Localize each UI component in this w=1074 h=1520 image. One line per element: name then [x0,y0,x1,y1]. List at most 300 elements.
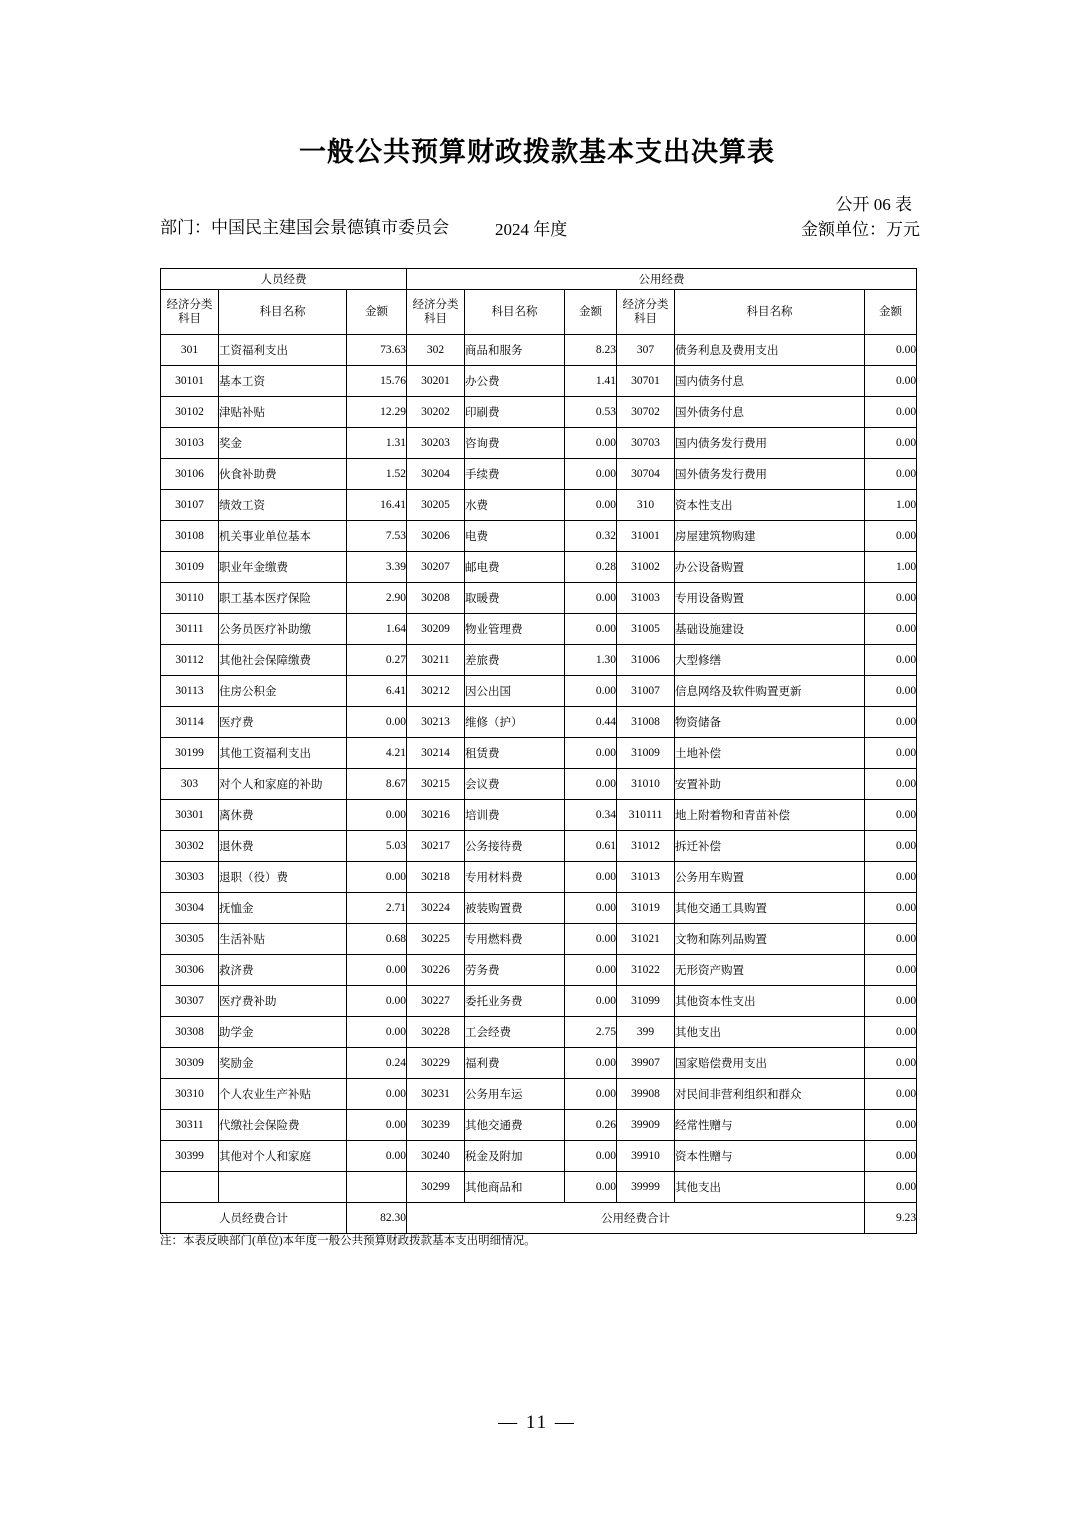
cell-amount-3: 0.00 [865,645,917,676]
cell-amount-3: 0.00 [865,924,917,955]
cell-item-name-2: 租赁费 [465,738,565,769]
cell-item-name-1: 绩效工资 [219,490,347,521]
cell-item-name-1: 职工基本医疗保险 [219,583,347,614]
cell-amount-3: 0.00 [865,738,917,769]
cell-amount-3: 0.00 [865,800,917,831]
table-row [161,1110,917,1141]
page-title: 一般公共预算财政拨款基本支出决算表 [299,137,775,167]
col-header-econ-code-1: 经济分类科目 [161,290,219,335]
cell-econ-code-3: 39908 [617,1079,675,1110]
cell-item-name-1: 奖金 [219,428,347,459]
cell-item-name-3: 资本性支出 [675,490,865,521]
cell-econ-code-3: 31006 [617,645,675,676]
cell-item-name-2: 手续费 [465,459,565,490]
cell-econ-code-2: 30208 [407,583,465,614]
sheet-number: 公开 06 表 [835,195,912,214]
cell-econ-code-3: 31007 [617,676,675,707]
cell-item-name-1: 抚恤金 [219,893,347,924]
cell-item-name-2: 公务用车运 [465,1079,565,1110]
cell-econ-code-3: 31010 [617,769,675,800]
cell-amount-2: 0.00 [565,1172,617,1203]
cell-item-name-1: 其他工资福利支出 [219,738,347,769]
cell-amount-3: 0.00 [865,521,917,552]
cell-amount-1: 0.00 [347,986,407,1017]
page-number: — 11 — [498,1412,576,1433]
cell-item-name-2: 税金及附加 [465,1141,565,1172]
cell-amount-2: 0.00 [565,893,617,924]
cell-amount-1: 6.41 [347,676,407,707]
table-row [161,676,917,707]
cell-econ-code-1: 30309 [161,1048,219,1079]
cell-econ-code-3: 30702 [617,397,675,428]
table-row [161,1141,917,1172]
cell-econ-code-1: 30111 [161,614,219,645]
table-row [161,1048,917,1079]
cell-item-name-2: 被装购置费 [465,893,565,924]
cell-item-name-2: 咨询费 [465,428,565,459]
cell-amount-3: 0.00 [865,397,917,428]
cell-econ-code-2: 30205 [407,490,465,521]
cell-item-name-1: 其他社会保障缴费 [219,645,347,676]
cell-econ-code-3: 31009 [617,738,675,769]
cell-econ-code-3: 310 [617,490,675,521]
cell-amount-2: 0.00 [565,769,617,800]
cell-item-name-2: 水费 [465,490,565,521]
cell-item-name-3: 其他资本性支出 [675,986,865,1017]
col-header-econ-code-2: 经济分类科目 [407,290,465,335]
col-header-item-name-2: 科目名称 [465,290,565,335]
cell-item-name-3: 拆迁补偿 [675,831,865,862]
cell-amount-2: 1.41 [565,366,617,397]
cell-econ-code-3: 31022 [617,955,675,986]
cell-item-name-2: 电费 [465,521,565,552]
cell-econ-code-3: 39907 [617,1048,675,1079]
cell-item-name-1: 其他对个人和家庭 [219,1141,347,1172]
cell-item-name-3: 国内债务发行费用 [675,428,865,459]
cell-econ-code-3: 39909 [617,1110,675,1141]
cell-amount-2: 0.53 [565,397,617,428]
table-row [161,459,917,490]
cell-item-name-1: 工资福利支出 [219,335,347,366]
table-footer-row [161,1203,917,1234]
cell-econ-code-3: 39999 [617,1172,675,1203]
cell-econ-code-3: 30703 [617,428,675,459]
cell-item-name-3: 专用设备购置 [675,583,865,614]
cell-item-name-2: 公务接待费 [465,831,565,862]
cell-econ-code-1: 30102 [161,397,219,428]
public-total-label: 公用经费合计 [407,1203,865,1234]
cell-amount-3: 1.00 [865,490,917,521]
cell-amount-2: 0.00 [565,490,617,521]
table-row [161,583,917,614]
cell-amount-3: 0.00 [865,583,917,614]
cell-item-name-3: 地上附着物和青苗补偿 [675,800,865,831]
cell-item-name-2: 工会经费 [465,1017,565,1048]
cell-econ-code-3: 307 [617,335,675,366]
cell-item-name-1: 职业年金缴费 [219,552,347,583]
cell-item-name-1: 公务员医疗补助缴 [219,614,347,645]
cell-econ-code-2: 30216 [407,800,465,831]
cell-amount-2: 0.00 [565,738,617,769]
table-row [161,1079,917,1110]
cell-econ-code-3: 39910 [617,1141,675,1172]
cell-amount-1: 1.52 [347,459,407,490]
cell-item-name-3: 土地补偿 [675,738,865,769]
cell-econ-code-2: 30201 [407,366,465,397]
cell-item-name-3: 房屋建筑物购建 [675,521,865,552]
cell-item-name-3: 其他交通工具购置 [675,893,865,924]
cell-item-name-1: 伙食补助费 [219,459,347,490]
cell-amount-1: 2.71 [347,893,407,924]
cell-econ-code-1: 30311 [161,1110,219,1141]
cell-amount-3: 0.00 [865,862,917,893]
cell-econ-code-1: 30114 [161,707,219,738]
cell-econ-code-1: 30110 [161,583,219,614]
cell-econ-code-3: 31099 [617,986,675,1017]
cell-item-name-2: 专用燃料费 [465,924,565,955]
cell-amount-3: 0.00 [865,1172,917,1203]
cell-econ-code-3: 31001 [617,521,675,552]
cell-item-name-3: 基础设施建设 [675,614,865,645]
cell-amount-3: 0.00 [865,1048,917,1079]
cell-item-name-3: 国家赔偿费用支出 [675,1048,865,1079]
cell-econ-code-2: 30299 [407,1172,465,1203]
cell-amount-1: 73.63 [347,335,407,366]
cell-amount-3: 0.00 [865,707,917,738]
cell-item-name-3: 大型修缮 [675,645,865,676]
cell-item-name-2: 差旅费 [465,645,565,676]
table-row [161,552,917,583]
cell-econ-code-2: 30240 [407,1141,465,1172]
group-header-personnel: 人员经费 [161,269,407,290]
cell-econ-code-2: 30204 [407,459,465,490]
cell-amount-3: 0.00 [865,1141,917,1172]
cell-item-name-2: 印刷费 [465,397,565,428]
cell-econ-code-2: 30206 [407,521,465,552]
cell-item-name-2: 因公出国 [465,676,565,707]
cell-item-name-3: 国内债务付息 [675,366,865,397]
cell-amount-3: 0.00 [865,1079,917,1110]
table-column-header-row [161,290,917,335]
cell-amount-2: 0.34 [565,800,617,831]
table-row [161,893,917,924]
cell-item-name-1: 医疗费 [219,707,347,738]
cell-amount-3: 0.00 [865,986,917,1017]
cell-amount-2: 0.00 [565,614,617,645]
cell-amount-2: 0.00 [565,862,617,893]
table-row [161,645,917,676]
cell-amount-3: 1.00 [865,552,917,583]
cell-amount-3: 0.00 [865,1110,917,1141]
cell-econ-code-3: 31021 [617,924,675,955]
cell-econ-code-1: 30113 [161,676,219,707]
cell-amount-3: 0.00 [865,428,917,459]
fiscal-year: 2024 年度 [495,220,568,239]
cell-econ-code-3: 310111 [617,800,675,831]
cell-item-name-1: 退休费 [219,831,347,862]
cell-amount-1: 3.39 [347,552,407,583]
budget-table [160,268,917,1234]
cell-item-name-1: 救济费 [219,955,347,986]
cell-item-name-3: 公务用车购置 [675,862,865,893]
cell-item-name-3: 对民间非营利组织和群众 [675,1079,865,1110]
cell-econ-code-2: 30226 [407,955,465,986]
cell-econ-code-3: 31003 [617,583,675,614]
cell-amount-1 [347,1172,407,1203]
table-row [161,769,917,800]
cell-item-name-3: 物资储备 [675,707,865,738]
col-header-amount-3: 金额 [865,290,917,335]
cell-item-name-3: 国外债务发行费用 [675,459,865,490]
cell-amount-1: 0.27 [347,645,407,676]
cell-econ-code-1: 30302 [161,831,219,862]
cell-amount-2: 0.00 [565,955,617,986]
table-row [161,738,917,769]
table-row [161,521,917,552]
cell-amount-1: 8.67 [347,769,407,800]
cell-amount-3: 0.00 [865,459,917,490]
cell-econ-code-3: 31012 [617,831,675,862]
cell-amount-1: 12.29 [347,397,407,428]
cell-amount-2: 0.00 [565,1079,617,1110]
cell-econ-code-3: 399 [617,1017,675,1048]
cell-item-name-1: 住房公积金 [219,676,347,707]
cell-econ-code-3: 31002 [617,552,675,583]
cell-item-name-2: 物业管理费 [465,614,565,645]
cell-item-name-1: 代缴社会保险费 [219,1110,347,1141]
col-header-amount-1: 金额 [347,290,407,335]
table-row [161,1017,917,1048]
cell-item-name-3: 信息网络及软件购置更新 [675,676,865,707]
cell-econ-code-2: 30212 [407,676,465,707]
cell-item-name-1: 助学金 [219,1017,347,1048]
cell-item-name-3: 文物和陈列品购置 [675,924,865,955]
cell-item-name-2: 维修（护） [465,707,565,738]
cell-item-name-2: 劳务费 [465,955,565,986]
personnel-total-value: 82.30 [347,1203,407,1234]
cell-item-name-3: 经常性赠与 [675,1110,865,1141]
cell-amount-2: 0.00 [565,924,617,955]
cell-amount-2: 0.00 [565,428,617,459]
cell-amount-1: 0.00 [347,1017,407,1048]
table-row [161,490,917,521]
cell-amount-2: 0.32 [565,521,617,552]
cell-econ-code-1: 30399 [161,1141,219,1172]
cell-econ-code-1: 30306 [161,955,219,986]
cell-amount-1: 0.00 [347,955,407,986]
cell-econ-code-2: 30227 [407,986,465,1017]
cell-amount-1: 2.90 [347,583,407,614]
cell-econ-code-2: 30215 [407,769,465,800]
cell-amount-1: 7.53 [347,521,407,552]
cell-econ-code-3: 31008 [617,707,675,738]
cell-amount-2: 0.00 [565,459,617,490]
cell-amount-3: 0.00 [865,893,917,924]
cell-item-name-1: 基本工资 [219,366,347,397]
cell-amount-1: 16.41 [347,490,407,521]
table-row [161,1172,917,1203]
cell-item-name-1: 生活补贴 [219,924,347,955]
cell-item-name-1: 奖励金 [219,1048,347,1079]
cell-econ-code-2: 30209 [407,614,465,645]
cell-amount-2: 0.00 [565,1048,617,1079]
table-note: 注：本表反映部门(单位)本年度一般公共预算财政拨款基本支出明细情况。 [160,1235,536,1247]
cell-econ-code-2: 302 [407,335,465,366]
table-row [161,707,917,738]
cell-amount-1: 5.03 [347,831,407,862]
cell-amount-2: 0.26 [565,1110,617,1141]
cell-econ-code-1: 30303 [161,862,219,893]
cell-item-name-2: 福利费 [465,1048,565,1079]
cell-item-name-1: 医疗费补助 [219,986,347,1017]
cell-amount-1: 0.00 [347,1110,407,1141]
cell-item-name-1 [219,1172,347,1203]
cell-econ-code-1: 30108 [161,521,219,552]
table-row [161,366,917,397]
cell-amount-1: 1.31 [347,428,407,459]
cell-amount-3: 0.00 [865,366,917,397]
cell-item-name-1: 津贴补贴 [219,397,347,428]
cell-econ-code-2: 30224 [407,893,465,924]
cell-econ-code-2: 30202 [407,397,465,428]
cell-econ-code-2: 30228 [407,1017,465,1048]
cell-amount-2: 1.30 [565,645,617,676]
cell-econ-code-1: 30101 [161,366,219,397]
cell-amount-1: 0.00 [347,1079,407,1110]
cell-amount-2: 0.28 [565,552,617,583]
cell-item-name-1: 对个人和家庭的补助 [219,769,347,800]
cell-amount-2: 8.23 [565,335,617,366]
table-row [161,862,917,893]
cell-amount-1: 0.24 [347,1048,407,1079]
cell-item-name-2: 委托业务费 [465,986,565,1017]
cell-item-name-1: 退职（役）费 [219,862,347,893]
cell-econ-code-1: 30106 [161,459,219,490]
cell-econ-code-2: 30213 [407,707,465,738]
table-row [161,831,917,862]
cell-econ-code-1: 301 [161,335,219,366]
cell-econ-code-2: 30211 [407,645,465,676]
cell-item-name-2: 商品和服务 [465,335,565,366]
cell-econ-code-2: 30207 [407,552,465,583]
cell-econ-code-2: 30217 [407,831,465,862]
department-label: 部门：中国民主建国会景德镇市委员会 [160,218,449,237]
cell-amount-3: 0.00 [865,831,917,862]
cell-econ-code-2: 30229 [407,1048,465,1079]
cell-amount-1: 0.00 [347,862,407,893]
cell-econ-code-3: 31005 [617,614,675,645]
cell-item-name-1: 个人农业生产补贴 [219,1079,347,1110]
cell-item-name-2: 取暖费 [465,583,565,614]
cell-item-name-2: 邮电费 [465,552,565,583]
cell-econ-code-1: 30199 [161,738,219,769]
cell-econ-code-1: 30107 [161,490,219,521]
cell-item-name-3: 其他支出 [675,1017,865,1048]
cell-item-name-3: 无形资产购置 [675,955,865,986]
cell-econ-code-3: 30701 [617,366,675,397]
cell-amount-1: 0.68 [347,924,407,955]
cell-amount-3: 0.00 [865,335,917,366]
cell-econ-code-1: 30103 [161,428,219,459]
cell-item-name-2: 办公费 [465,366,565,397]
cell-amount-3: 0.00 [865,955,917,986]
col-header-item-name-1: 科目名称 [219,290,347,335]
cell-econ-code-1: 30307 [161,986,219,1017]
cell-econ-code-3: 30704 [617,459,675,490]
cell-econ-code-1: 30301 [161,800,219,831]
table-row [161,614,917,645]
cell-econ-code-1: 30310 [161,1079,219,1110]
cell-econ-code-1: 30308 [161,1017,219,1048]
cell-econ-code-2: 30239 [407,1110,465,1141]
cell-item-name-2: 会议费 [465,769,565,800]
cell-econ-code-2: 30203 [407,428,465,459]
cell-item-name-2: 专用材料费 [465,862,565,893]
cell-amount-1: 15.76 [347,366,407,397]
cell-econ-code-1: 30304 [161,893,219,924]
col-header-item-name-3: 科目名称 [675,290,865,335]
cell-item-name-3: 资本性赠与 [675,1141,865,1172]
cell-amount-2: 0.44 [565,707,617,738]
cell-amount-1: 4.21 [347,738,407,769]
cell-item-name-3: 国外债务付息 [675,397,865,428]
cell-amount-2: 0.61 [565,831,617,862]
cell-amount-2: 2.75 [565,1017,617,1048]
cell-econ-code-2: 30214 [407,738,465,769]
cell-econ-code-2: 30218 [407,862,465,893]
cell-econ-code-1: 30112 [161,645,219,676]
table-row [161,955,917,986]
table-row [161,428,917,459]
amount-unit: 金额单位：万元 [801,220,920,239]
cell-amount-1: 0.00 [347,800,407,831]
cell-amount-3: 0.00 [865,769,917,800]
table-row [161,335,917,366]
cell-item-name-3: 安置补助 [675,769,865,800]
table-row [161,397,917,428]
cell-item-name-1: 机关事业单位基本 [219,521,347,552]
cell-econ-code-3: 31019 [617,893,675,924]
cell-econ-code-2: 30225 [407,924,465,955]
group-header-public: 公用经费 [407,269,917,290]
cell-amount-1: 0.00 [347,1141,407,1172]
cell-item-name-2: 培训费 [465,800,565,831]
col-header-econ-code-3: 经济分类科目 [617,290,675,335]
cell-econ-code-1: 30109 [161,552,219,583]
cell-econ-code-1: 30305 [161,924,219,955]
cell-amount-1: 1.64 [347,614,407,645]
cell-item-name-1: 离休费 [219,800,347,831]
cell-item-name-3: 办公设备购置 [675,552,865,583]
cell-item-name-3: 债务利息及费用支出 [675,335,865,366]
table-row [161,924,917,955]
cell-econ-code-3: 31013 [617,862,675,893]
cell-econ-code-1: 303 [161,769,219,800]
cell-amount-2: 0.00 [565,583,617,614]
cell-amount-2: 0.00 [565,1141,617,1172]
cell-item-name-2: 其他商品和 [465,1172,565,1203]
cell-econ-code-2: 30231 [407,1079,465,1110]
cell-amount-2: 0.00 [565,986,617,1017]
cell-item-name-2: 其他交通费 [465,1110,565,1141]
cell-amount-3: 0.00 [865,614,917,645]
cell-amount-3: 0.00 [865,676,917,707]
public-total-value: 9.23 [865,1203,917,1234]
cell-amount-1: 0.00 [347,707,407,738]
cell-amount-3: 0.00 [865,1017,917,1048]
table-row [161,800,917,831]
table-group-header-row [161,269,917,290]
